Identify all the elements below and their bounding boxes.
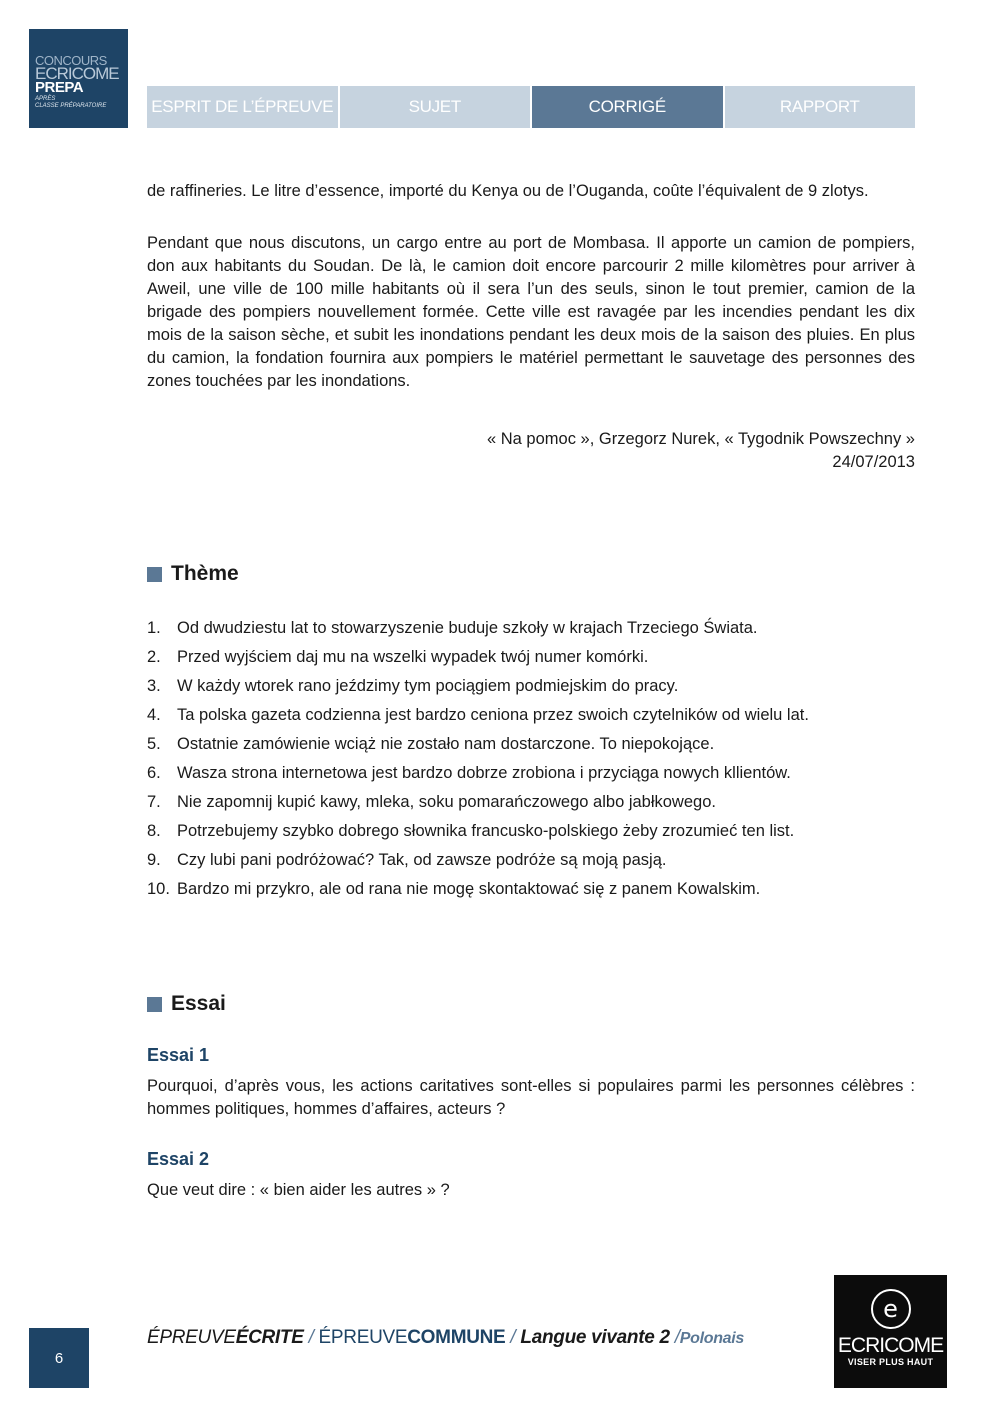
tab-sujet[interactable]: SUJET [340,86,531,128]
ecricome-emblem-icon: e [871,1289,911,1329]
tab-rapport[interactable]: RAPPORT [725,86,916,128]
theme-heading [147,562,239,586]
citation-source: « Na pomoc », Grzegorz Nurek, « Tygodnik Powszechny » [487,430,915,448]
list-item [147,646,915,675]
brand-name: ECRICOME [837,1334,944,1357]
logo-line-concours: CONCOURS [35,53,107,68]
list-item-number: 3. [147,677,161,695]
essai-2-title: Essai 2 [147,1149,210,1169]
square-bullet-icon [147,997,162,1012]
essai-2-text: Que veut dire : « bien aider les autres » ? [147,1181,450,1199]
list-item-text: Czy lubi pani podróżować? Tak, od zawsze podróże są moją pasją. [177,851,667,869]
theme-title: Thème [171,562,239,585]
list-item-number: 1. [147,619,161,637]
list-item [147,733,915,762]
list-item [147,704,915,733]
section-tabs [147,86,915,128]
list-item-text: Od dwudziestu lat to stowarzyszenie buduje szkoły w krajach Trzeciego Świata. [177,619,758,637]
list-item-text: Bardzo mi przykro, ale od rana nie mogę skontaktować się z panem Kowalskim. [177,880,761,898]
page-number: 6 [29,1328,89,1388]
list-item-text: Ta polska gazeta codzienna jest bardzo ceniona przez swoich czytelników od wielu lat. [177,706,809,724]
list-item-text: Przed wyjściem daj mu na wszelki wypadek twój numer komórki. [177,648,649,666]
essai-title: Essai [171,992,226,1015]
list-item-number: 7. [147,793,161,811]
essai-1-title: Essai 1 [147,1045,210,1065]
list-item-text: Potrzebujemy szybko dobrego słownika francusko-polskiego żeby zrozumieć ten list. [177,822,795,840]
tab-esprit-epreuve[interactable]: ESPRIT DE L’ÉPREUVE [147,86,338,128]
list-item-number: 4. [147,706,161,724]
theme-list [147,617,915,907]
brand-tagline: VISER PLUS HAUT [847,1357,934,1367]
list-item-number: 10. [147,880,170,898]
essai-1-text: Pourquoi, d’après vous, les actions caritatives sont-elles si populaires parmi les personnes célèbres : hommes politiques, hommes d’affaires, acteurs ? [147,1077,915,1118]
logo-line-ecricome: ECRICOME [35,64,119,83]
list-item-number: 5. [147,735,161,753]
list-item [147,849,915,878]
list-item [147,762,915,791]
list-item-number: 6. [147,764,161,782]
list-item-text: Wasza strona internetowa jest bardzo dobrze zrobiona i przyciąga nowych kllientów. [177,764,791,782]
list-item [147,791,915,820]
list-item [147,878,915,907]
citation [147,428,915,474]
ecricome-brand-logo [834,1275,947,1388]
citation-date: 24/07/2013 [832,453,915,471]
essai-heading [147,992,226,1016]
list-item-text: Ostatnie zamówienie wciąż nie zostało nam dostarczone. To niepokojące. [177,735,715,753]
concours-logo [29,29,128,128]
list-item [147,820,915,849]
list-item-number: 2. [147,648,161,666]
list-item-text: W każdy wtorek rano jeździmy tym pociągiem podmiejskim do pracy. [177,677,679,695]
footer-exam-label: ÉPREUVEÉCRITE / ÉPREUVECOMMUNE / Langue vivante 2 /Polonais [147,1327,745,1348]
list-item [147,675,915,704]
paragraph-intro: de raffineries. Le litre d’essence, importé du Kenya ou de l’Ouganda, coûte l’équivalent de 9 zlotys. [147,182,869,200]
paragraph-main: Pendant que nous discutons, un cargo entre au port de Mombasa. Il apporte un camion de pompiers, don aux habitants du Soudan. De là, le camion doit encore parcourir 2 mille kilomètres pour arriver à Aweil, une ville de 100 mille habitants où il sera l’un des seuls, sinon le tout premier, camion de la brigade des pompiers nouvellement formée. Cette ville est ravagée par les incendies pendant les dix mois de la saison sèche, et subit les inondations pendant les deux mois de la saison des pluies. En plus du camion, la fondation fournira aux pompiers le matériel permettant le sauvetage des personnes des zones touchées par les inondations. [147,234,915,390]
tab-corrige[interactable]: CORRIGÉ [532,86,723,128]
logo-line-prepa: PREPA [35,79,84,96]
square-bullet-icon [147,567,162,582]
list-item [147,617,915,646]
list-item-text: Nie zapomnij kupić kawy, mleka, soku pomarańczowego albo jabłkowego. [177,793,716,811]
list-item-number: 8. [147,822,161,840]
list-item-number: 9. [147,851,161,869]
logo-line-apres: APRÈS CLASSE PRÉPARATOIRE [35,96,107,109]
